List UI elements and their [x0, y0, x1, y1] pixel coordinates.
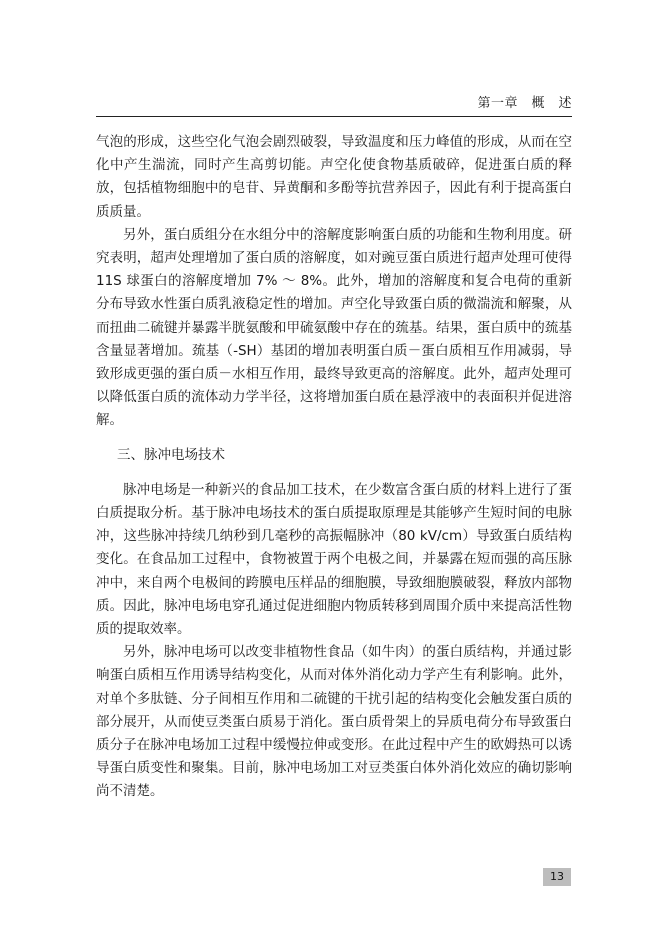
page-number: 13: [543, 868, 571, 886]
paragraph-digestion: 另外，脉冲电场可以改变非植物性食品（如牛肉）的蛋白质结构，并通过影响蛋白质相互作用诱导结构变化，从而对体外消化动力学产生有利影响。此外，对单个多肽链、分子间相互作用和二硫键的干扰引起的结构变化会触发蛋白质的部分展开，从而使豆类蛋白质易于消化。蛋白质骨架上的异质电荷分布导致蛋白质分子在脉冲电场加工过程中缓慢拉伸或变形。在此过程中产生的欧姆热可以诱导蛋白质变性和聚集。目前，脉冲电场加工对豆类蛋白体外消化效应的确切影响尚不清楚。: [96, 644, 572, 800]
header-rule: [96, 116, 572, 117]
paragraph-pulsed-electric-field: 脉冲电场是一种新兴的食品加工技术，在少数富含蛋白质的材料上进行了蛋白质提取分析。基于脉冲电场技术的蛋白质提取原理是其能够产生短时间的电脉冲，这些脉冲持续几纳秒到几毫秒的高振幅脉冲（80 kV/cm）导致蛋白质结构变化。在食品加工过程中，食物被置于两个电极之间，并暴露在短而强的高压脉冲中，来自两个电极间的跨膜电压样品的细胞膜，导致细胞膜破裂，释放内部物质。因此，脉冲电场电穿孔通过促进细胞内物质转移到周围介质中来提高活性物质的提取效率。: [96, 481, 572, 638]
section-heading: 三、脉冲电场技术: [117, 446, 225, 463]
body-text: [96, 131, 572, 804]
paragraph-solubility: 另外，蛋白质组分在水组分中的溶解度影响蛋白质的功能和生物利用度。研究表明，超声处理增加了蛋白质的溶解度，如对豌豆蛋白质进行超声处理可使得 11S 球蛋白的溶解度增加 7% ～ 8%。此外，增加的溶解度和复合电荷的重新分布导致水性蛋白质乳液稳定性的增加。声空化导致蛋白质的微湍流和解聚，从而扭曲二硫键并暴露半胱氨酸和甲硫氨酸中存在的巯基。结果，蛋白质中的巯基含量显著增加。巯基（-SH）基团的增加表明蛋白质－蛋白质相互作用减弱，导致形成更强的蛋白质－水相互作用，最终导致更高的溶解度。此外，超声处理可以降低蛋白质的流体动力学半径，这将增加蛋白质在悬浮液中的表面积并促进溶解。: [96, 226, 572, 429]
chapter-running-header: 第一章 概 述: [477, 96, 572, 111]
paragraph-continued: 气泡的形成，这些空化气泡会剧烈破裂，导致温度和压力峰值的形成，从而在空化中产生湍流，同时产生高剪切能。声空化使食物基质破碎，促进蛋白质的释放，包括植物细胞中的皂苷、异黄酮和多酚等抗营养因子，因此有利于提高蛋白质质量。: [96, 134, 572, 220]
